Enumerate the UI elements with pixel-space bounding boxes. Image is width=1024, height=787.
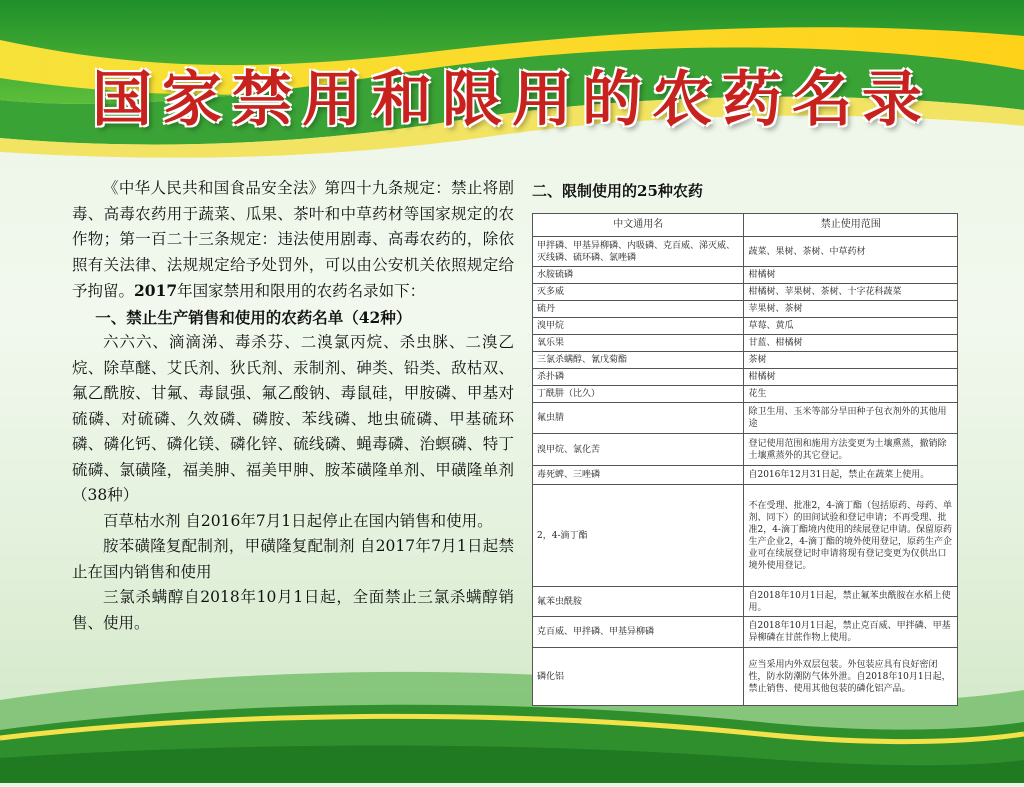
prohibited-scope: 自2016年12月31日起，禁止在蔬菜上使用。 bbox=[744, 466, 958, 485]
pesticide-name: 硫丹 bbox=[533, 301, 744, 318]
section1-heading: 一、禁止生产销售和使用的农药名单（42种） bbox=[95, 307, 412, 327]
intro-text: 《中华人民共和国食品安全法》第四十九条规定：禁止将剧毒、高毒农药用于蔬菜、瓜果、茶叶和中草药材等国家规定的农作物；第一百二十三条规定：违法使用剧毒、高毒农药的，除依照有关法律、法规规定给予处罚外，可以由公安机关依照规定给予拘留。 bbox=[72, 179, 514, 300]
table-row bbox=[533, 301, 958, 318]
intro-paragraph bbox=[72, 176, 514, 305]
prohibited-scope: 甘蓝、柑橘树 bbox=[744, 335, 958, 352]
prohibited-scope: 除卫生用、玉米等部分旱田种子包衣剂外的其他用途 bbox=[744, 403, 958, 434]
pesticide-name: 溴甲烷 bbox=[533, 318, 744, 335]
pesticide-name: 氟苯虫酰胺 bbox=[533, 587, 744, 617]
header-banner bbox=[0, 0, 1024, 160]
table-row bbox=[533, 485, 958, 587]
prohibited-scope: 柑橘树 bbox=[744, 369, 958, 386]
table-row bbox=[533, 352, 958, 369]
note-dicofol: 三氯杀螨醇自2018年10月1日起，全面禁止三氯杀螨醇销售、使用。 bbox=[72, 588, 514, 632]
table-row bbox=[533, 369, 958, 386]
prohibited-scope: 蔬菜、果树、茶树、中草药材 bbox=[744, 237, 958, 267]
note-compound-formulations: 胺苯磺隆复配制剂，甲磺隆复配制剂 自2017年7月1日起禁止在国内销售和使用 bbox=[72, 537, 514, 581]
right-column bbox=[532, 180, 960, 706]
table-row bbox=[533, 335, 958, 352]
pesticide-name: 三氯杀螨醇、氰戊菊酯 bbox=[533, 352, 744, 369]
pesticide-name: 灭多威 bbox=[533, 284, 744, 301]
pesticide-name: 克百威、甲拌磷、甲基异柳磷 bbox=[533, 617, 744, 648]
table-row bbox=[533, 617, 958, 648]
prohibited-scope: 登记使用范围和施用方法变更为土壤熏蒸，撤销除土壤熏蒸外的其它登记。 bbox=[744, 434, 958, 466]
prohibited-scope: 草莓、黄瓜 bbox=[744, 318, 958, 335]
table-row bbox=[533, 587, 958, 617]
prohibited-scope: 柑橘树、苹果树、茶树、十字花科蔬菜 bbox=[744, 284, 958, 301]
prohibited-scope: 自2018年10月1日起，禁止克百威、甲拌磷、甲基异柳磷在甘蔗作物上使用。 bbox=[744, 617, 958, 648]
pesticide-name: 氧乐果 bbox=[533, 335, 744, 352]
page-title: 国家禁用和限用的农药名录 bbox=[92, 65, 932, 135]
prohibited-scope: 柑橘树 bbox=[744, 267, 958, 284]
column-header-name: 中文通用名 bbox=[533, 214, 744, 237]
pesticide-name: 氟虫腈 bbox=[533, 403, 744, 434]
pesticide-name: 毒死蜱、三唑磷 bbox=[533, 466, 744, 485]
section2-heading: 二、限制使用的25种农药 bbox=[532, 182, 703, 200]
pesticide-name: 溴甲烷、氯化苦 bbox=[533, 434, 744, 466]
table-row bbox=[533, 434, 958, 466]
table-row bbox=[533, 237, 958, 267]
prohibited-scope: 花生 bbox=[744, 386, 958, 403]
pesticide-name: 2，4-滴丁酯 bbox=[533, 485, 744, 587]
table-row bbox=[533, 284, 958, 301]
note-paraquat: 百草枯水剂 自2016年7月1日起停止在国内销售和使用。 bbox=[103, 511, 493, 530]
table-header-row bbox=[533, 214, 958, 237]
table-row bbox=[533, 267, 958, 284]
pesticide-name: 甲拌磷、甲基异柳磷、内吸磷、克百威、涕灭威、灭线磷、硫环磷、氯唑磷 bbox=[533, 237, 744, 267]
table-row bbox=[533, 318, 958, 335]
restricted-pesticides-table bbox=[532, 213, 958, 706]
pesticide-name: 水胺硫磷 bbox=[533, 267, 744, 284]
table-row bbox=[533, 386, 958, 403]
intro-tail: 年国家禁用和限用的农药名录如下： bbox=[177, 282, 426, 300]
prohibited-scope: 自2018年10月1日起，禁止氟苯虫酰胺在水稻上使用。 bbox=[744, 587, 958, 617]
left-column bbox=[72, 176, 514, 636]
prohibited-scope: 茶树 bbox=[744, 352, 958, 369]
table-row bbox=[533, 648, 958, 706]
banned-list: 六六六、滴滴涕、毒杀芬、二溴氯丙烷、杀虫脒、二溴乙烷、除草醚、艾氏剂、狄氏剂、汞制剂、砷类、铅类、敌枯双、氟乙酰胺、甘氟、毒鼠强、氟乙酸钠、毒鼠硅，甲胺磷、甲基对硫磷、对硫磷、久效磷、磷胺、苯线磷、地虫硫磷、甲基硫环磷、磷化钙、磷化镁、磷化锌、硫线磷、蝇毒磷、治螟磷、特丁硫磷、氯磺隆，福美胂、福美甲胂、胺苯磺隆单剂、甲磺隆单剂（38种） bbox=[72, 333, 514, 504]
pesticide-name: 丁酰肼（比久） bbox=[533, 386, 744, 403]
pesticide-name: 杀扑磷 bbox=[533, 369, 744, 386]
prohibited-scope: 苹果树、茶树 bbox=[744, 301, 958, 318]
prohibited-scope: 不在受理、批准2，4-滴丁酯（包括原药、母药、单剂、同下）的田间试验和登记申请；不再受理、批准2，4-滴丁酯境内使用的续展登记申请。保留原药生产企业2，4-滴丁酯的境外使用登记，原药生产企业可在续展登记时申请将现有登记变更为仅供出口境外使用登记。 bbox=[744, 485, 958, 587]
table-row bbox=[533, 403, 958, 434]
prohibited-scope: 应当采用内外双层包装。外包装应具有良好密闭性，防水防潮防气体外泄。自2018年10月1日起，禁止销售、使用其他包装的磷化铝产品。 bbox=[744, 648, 958, 706]
intro-year: 2017 bbox=[134, 281, 178, 300]
column-header-scope: 禁止使用范围 bbox=[744, 214, 958, 237]
pesticide-name: 磷化铝 bbox=[533, 648, 744, 706]
table-row bbox=[533, 466, 958, 485]
